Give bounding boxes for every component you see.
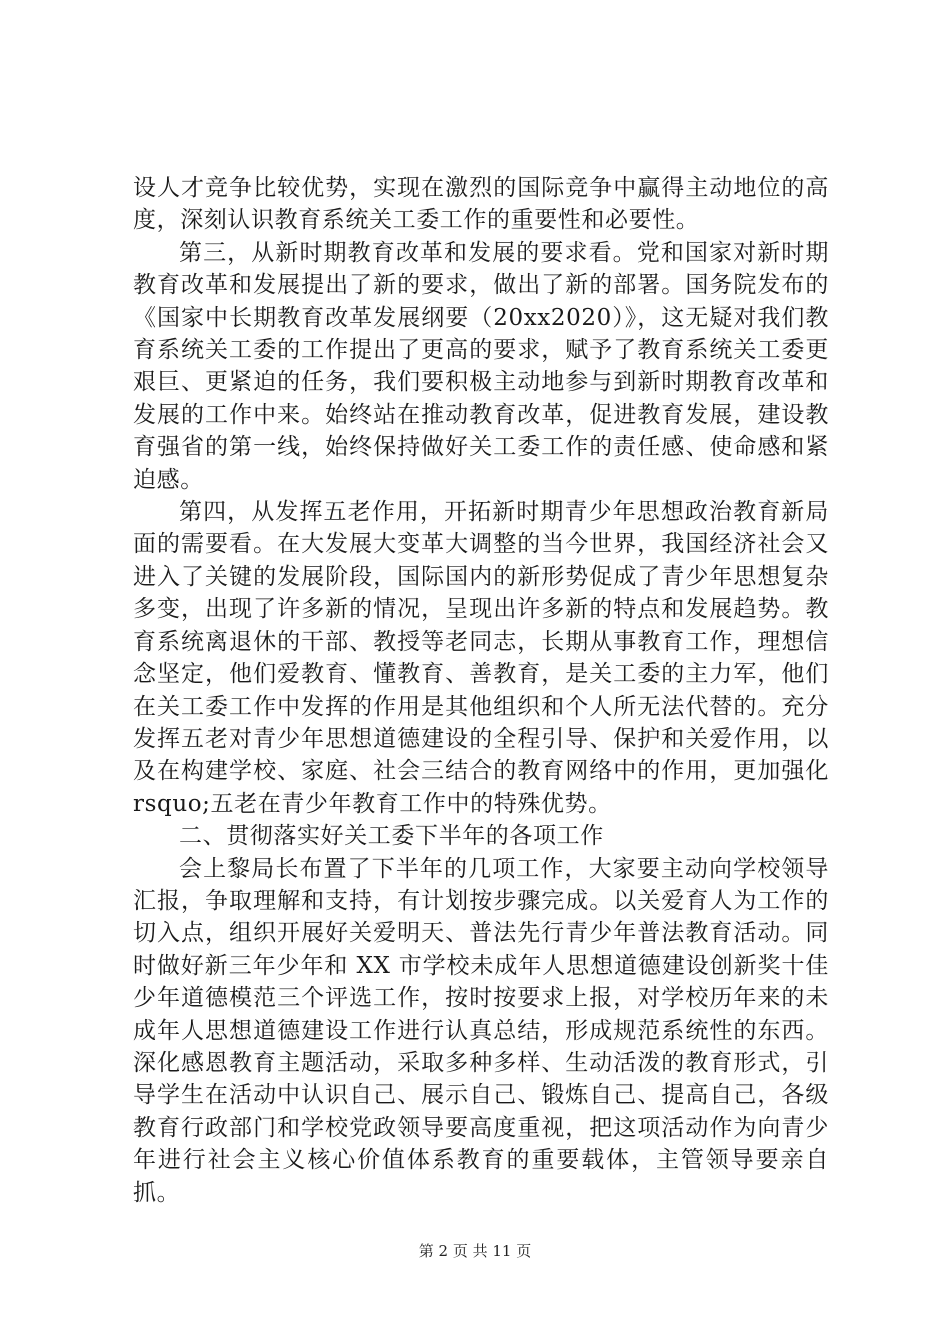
page-number-footer: 第 2 页 共 11 页 [418, 1242, 532, 1260]
paragraph-third-point: 第三，从新时期教育改革和发展的要求看。党和国家对新时期教育改革和发展提出了新的要求，做出了新的部署。国务院发布的《国家中长期教育改革发展纲要（20xx2020）》，这无疑对我们教育系统关工委的工作提出了更高的要求，赋予了教育系统关工委更艰巨、更紧迫的任务，我们要积极主动地参与到新时期教育改革和发展的工作中来。始终站在推动教育改革，促进教育发展，建设教育强省的第一线，始终保持做好关工委工作的责任感、使命感和紧迫感。 [133, 239, 829, 493]
paragraph-second-half-work: 会上黎局长布置了下半年的几项工作，大家要主动向学校领导汇报，争取理解和支持，有计划按步骤完成。以关爱育人为工作的切入点，组织开展好关爱明天、普法先行青少年普法教育活动。同时做好新三年少年和 XX 市学校未成年人思想道德建设创新奖十佳少年道德模范三个评选工作，按时按要求上报，对学校历年来的未成年人思想道德建设工作进行认真总结，形成规范系统性的东西。深化感恩教育主题活动，采取多种多样、生动活泼的教育形式，引导学生在活动中认识自己、展示自己、锻炼自己、提高自己，各级教育行政部门和学校党政领导要高度重视，把这项活动作为向青少年进行社会主义核心价值体系教育的重要载体，主管领导要亲自抓。 [133, 855, 829, 1206]
paragraph-continuation: 设人才竞争比较优势，实现在激烈的国际竞争中赢得主动地位的高度，深刻认识教育系统关工委工作的重要性和必要性。 [133, 175, 829, 234]
paragraph-fourth-point: 第四，从发挥五老作用，开拓新时期青少年思想政治教育新局面的需要看。在大发展大变革大调整的当今世界，我国经济社会又进入了关键的发展阶段，国际国内的新形势促成了青少年思想复杂多变，出现了许多新的情况，呈现出许多新的特点和发展趋势。教育系统离退休的干部、教授等老同志，长期从事教育工作，理想信念坚定，他们爱教育、懂教育、善教育，是关工委的主力军，他们在关工委工作中发挥的作用是其他组织和个人所无法代替的。充分发挥五老对青少年思想道德建设的全程引导、保护和关爱作用，以及在构建学校、家庭、社会三结合的教育网络中的作用，更加强化 rsquo;五老在青少年教育工作中的特殊优势。 [133, 499, 829, 817]
section-heading: 二、贯彻落实好关工委下半年的各项工作 [179, 823, 604, 850]
document-body [133, 172, 829, 1209]
